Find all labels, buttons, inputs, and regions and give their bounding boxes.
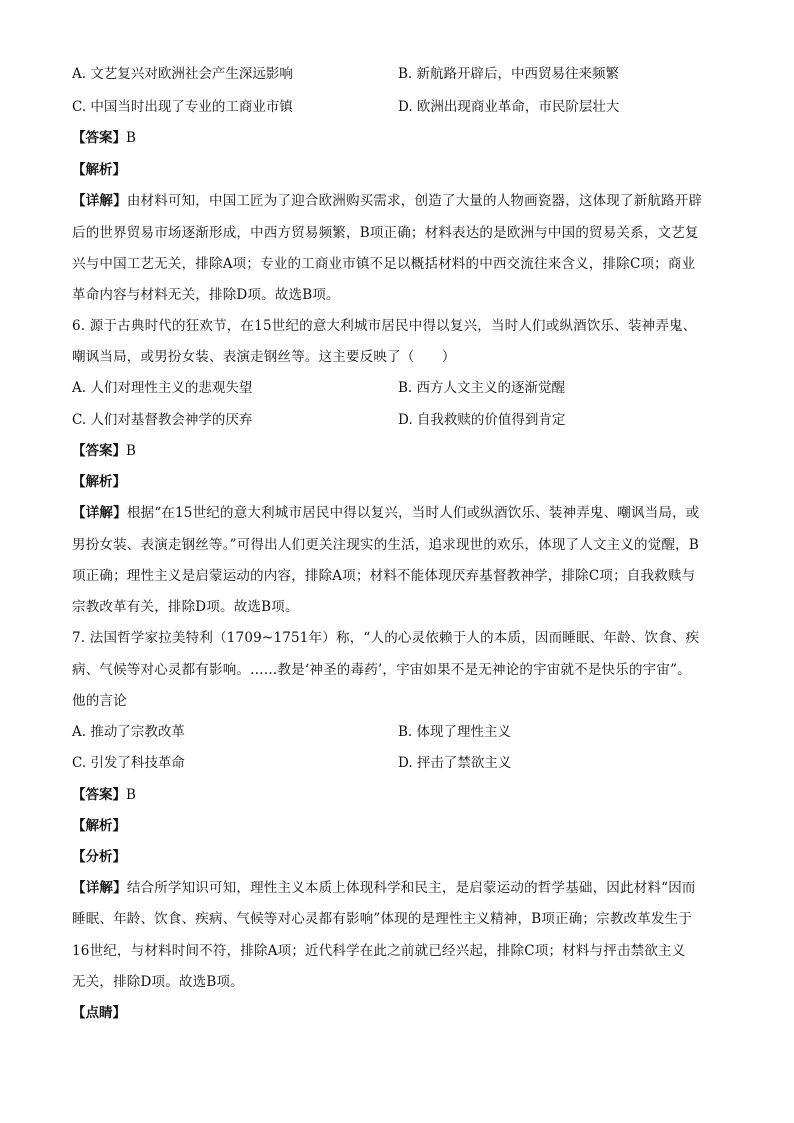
q7-fenxi-tag: 【分析】 <box>72 849 126 865</box>
q5-detail-line-4: 革命内容与材料无关，排除D项。故选B项。 <box>72 287 340 303</box>
detail-tag: 【详解】 <box>72 193 127 209</box>
detail-tag: 【详解】 <box>72 880 127 896</box>
detail-tag: 【详解】 <box>72 505 127 521</box>
q6-option-a: A. 人们对理性主义的悲观失望 <box>72 380 253 396</box>
answer-value: B <box>126 443 136 459</box>
q6-detail-line-2: 男扮女装、表演走钢丝等。”可得出人们更关注现实的生活，追求现世的欢乐，体现了人文主义的觉醒，B <box>72 537 699 553</box>
detail-text: 根据“在15世纪的意大利城市居民中得以复兴，当时人们或纵酒饮乐、装神弄鬼、嘲讽当局，或 <box>126 505 700 521</box>
q6-option-b: B. 西方人文主义的逐渐觉醒 <box>398 380 566 396</box>
q6-detail-line-1 <box>72 503 722 523</box>
answer-value: B <box>126 130 136 146</box>
q5-detail-line-2: 后的世界贸易市场逐渐形成，中西方贸易频繁，B项正确；材料表达的是欧洲与中国的贸易关系，文艺复 <box>72 225 699 241</box>
q5-detail-line-1 <box>72 191 722 211</box>
q6-option-d: D. 自我救赎的价值得到肯定 <box>398 412 566 428</box>
q7-option-b: B. 体现了理性主义 <box>398 724 512 740</box>
q6-option-c: C. 人们对基督教会神学的厌弃 <box>72 412 253 428</box>
q6-analysis-tag: 【解析】 <box>72 474 126 490</box>
q5-answer <box>72 128 722 148</box>
q5-analysis-tag: 【解析】 <box>72 162 126 178</box>
q5-option-c: C. 中国当时出现了专业的工商业市镇 <box>72 99 293 115</box>
q7-answer <box>72 785 722 805</box>
detail-text: 由材料可知，中国工匠为了迎合欧洲购买需求，创造了大量的人物画瓷器，这体现了新航路开辟 <box>126 193 703 209</box>
q6-stem-line-1: 6. 源于古典时代的狂欢节，在15世纪的意大利城市居民中得以复兴，当时人们或纵酒饮乐、装神弄鬼、 <box>72 318 697 334</box>
q7-detail-line-2: 睡眠、年龄、饮食、疾病、气候等对心灵都有影响”体现的是理性主义精神，B项正确；宗教改革发生于 <box>72 911 693 927</box>
q7-option-a: A. 推动了宗教改革 <box>72 724 185 740</box>
q5-detail-line-3: 兴与中国工艺无关，排除A项；专业的工商业市镇不足以概括材料的中西交流往来含义，排除C项；商业 <box>72 256 696 272</box>
q7-stem-line-3: 他的言论 <box>72 693 127 709</box>
q6-detail-line-3: 项正确；理性主义是启蒙运动的内容，排除A项；材料不能体现厌弃基督教神学，排除C项；自我救赎与 <box>72 568 696 584</box>
q5-option-d: D. 欧洲出现商业革命，市民阶层壮大 <box>398 99 620 115</box>
answer-tag: 【答案】 <box>72 787 126 803</box>
q6-detail-line-4: 宗教改革有关，排除D项。故选B项。 <box>72 599 299 615</box>
q7-detail-line-3: 16世纪，与材料时间不符，排除A项；近代科学在此之前就已经兴起，排除C项；材料与抨击禁欲主义 <box>72 943 686 959</box>
answer-tag: 【答案】 <box>72 130 126 146</box>
q7-detail-line-4: 无关，排除D项。故选B项。 <box>72 974 244 990</box>
q6-stem-line-2: 嘲讽当局，或男扮女装、表演走钢丝等。这主要反映了（ ） <box>72 349 456 365</box>
q6-answer <box>72 441 722 461</box>
q5-option-b: B. 新航路开辟后，中西贸易往来频繁 <box>398 66 620 82</box>
answer-value: B <box>126 787 136 803</box>
answer-tag: 【答案】 <box>72 443 126 459</box>
q5-option-a: A. 文艺复兴对欧洲社会产生深远影响 <box>72 66 293 82</box>
q7-analysis-tag: 【解析】 <box>72 818 126 834</box>
q7-dianjing-tag: 【点睛】 <box>72 1005 126 1021</box>
q7-stem-line-1: 7. 法国哲学家拉美特利（1709~1751年）称，“人的心灵依赖于人的本质，因而睡眠、年龄、饮食、疾 <box>72 630 700 646</box>
q7-option-d: D. 抨击了禁欲主义 <box>398 755 512 771</box>
q7-stem-line-2: 病、气候等对心灵都有影响。……教是‘神圣的毒药’，宇宙如果不是无神论的宇宙就不是快乐的宇宙”。 <box>72 662 691 678</box>
q7-option-c: C. 引发了科技革命 <box>72 755 185 771</box>
q7-detail-line-1 <box>72 878 722 898</box>
detail-text: 结合所学知识可知，理性主义本质上体现科学和民主，是启蒙运动的哲学基础，因此材料“因而 <box>126 880 696 896</box>
